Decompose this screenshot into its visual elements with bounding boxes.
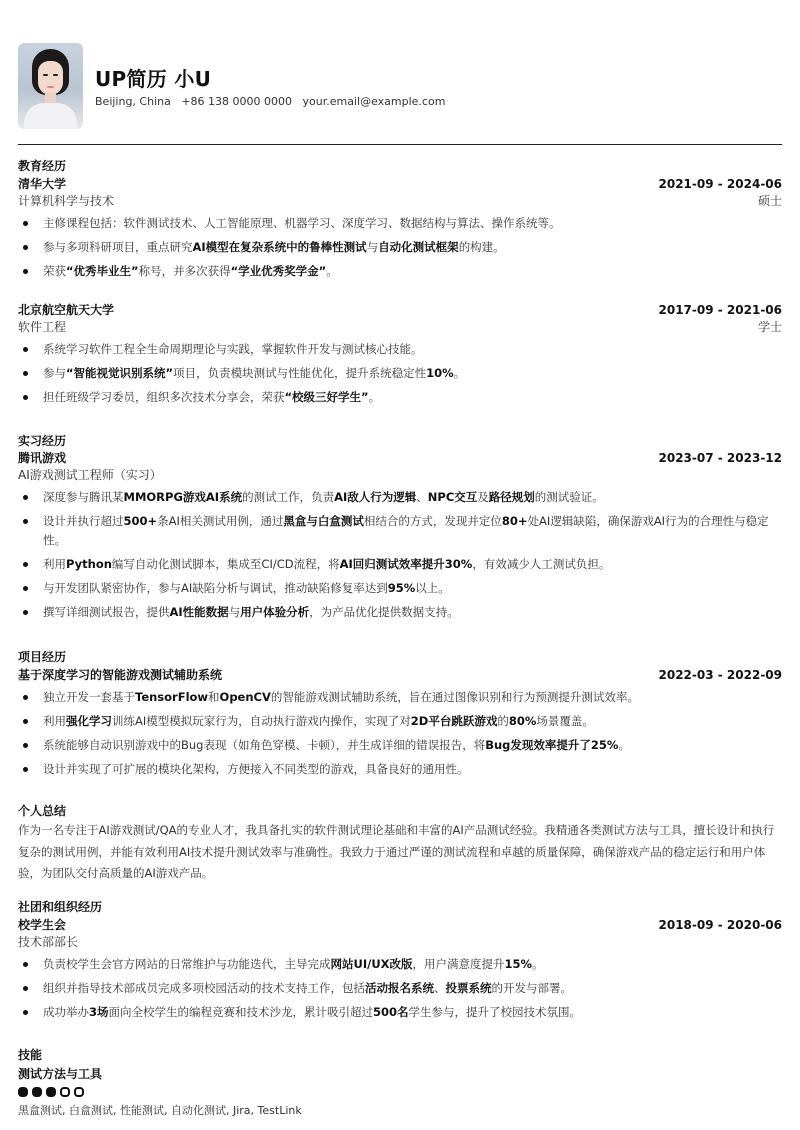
date-range: 2022-03 - 2022-09 xyxy=(658,668,782,682)
bullet-item: 系统学习软件工程全生命周期理论与实践，掌握软件开发与测试核心技能。 xyxy=(18,340,782,359)
bullet-item: 撰写详细测试报告，提供AI性能数据与用户体验分析，为产品优化提供数据支持。 xyxy=(18,603,782,622)
bullet-item: 独立开发一套基于TensorFlow和OpenCV的智能游戏测试辅助系统，旨在通过图像识别和行为预测提升测试效率。 xyxy=(18,688,782,707)
summary-text: 作为一名专注于AI游戏测试/QA的专业人才，我具备扎实的软件测试理论基础和丰富的AI产品测试经验。我精通各类测试方法与工具，擅长设计和执行复杂的测试用例，并能有效利用AI技术提升测试效率与准确性。我致力于通过严谨的测试流程和卓越的质量保障，确保游戏产品的稳定运行和用户体验，为团队交付高质量的AI游戏产品。 xyxy=(18,823,775,880)
candidate-name: UP简历 小U xyxy=(95,67,212,91)
major: 计算机科学与技术 xyxy=(18,194,115,208)
highlight-text: 500+ xyxy=(123,514,158,528)
highlight-text: 3场 xyxy=(89,1005,109,1019)
highlight-text: OpenCV xyxy=(219,690,271,704)
highlight-text: Python xyxy=(66,557,112,571)
section-title-activities: 社团和组织经历 xyxy=(18,900,103,914)
highlight-text: 黑盒与白盒测试 xyxy=(283,514,364,528)
activity-entry-1 xyxy=(18,917,782,1027)
highlight-text: 活动报名系统 xyxy=(365,981,434,995)
highlight-text: “校级三好学生” xyxy=(284,390,369,404)
degree: 学士 xyxy=(757,320,782,334)
job-role: AI游戏测试工程师（实习） xyxy=(18,468,162,482)
highlight-text: 自动化测试框架 xyxy=(378,240,459,254)
bullet-item: 与开发团队紧密协作，参与AI缺陷分析与调试，推动缺陷修复率达到95%以上。 xyxy=(18,579,782,598)
degree: 硕士 xyxy=(757,194,782,208)
photo-eye-shape xyxy=(53,74,58,76)
bullet-item: 利用强化学习训练AI模型模拟玩家行为，自动执行游戏内操作，实现了对2D平台跳跃游戏的80%场景覆盖。 xyxy=(18,712,782,731)
school-name: 清华大学 xyxy=(18,177,67,191)
education-section xyxy=(18,158,782,174)
skill-rating xyxy=(18,1087,782,1097)
highlight-text: 投票系统 xyxy=(445,981,492,995)
bullet-list xyxy=(18,688,782,779)
photo-face-shape xyxy=(38,61,63,95)
bullet-item: 组织并指导技术部成员完成多项校园活动的技术支持工作，包括活动报名系统、投票系统的开发与部署。 xyxy=(18,979,782,998)
skills-section xyxy=(18,1047,782,1118)
highlight-text: 网站UI/UX改版 xyxy=(330,957,413,971)
date-range: 2021-09 - 2024-06 xyxy=(658,177,782,191)
bullet-item: 设计并执行超过500+条AI相关测试用例，通过黑盒与白盒测试相结合的方式，发现并定位80+处AI逻辑缺陷，确保游戏AI行为的合理性与稳定性。 xyxy=(18,512,782,550)
internship-section xyxy=(18,433,782,449)
bullet-item: 设计并实现了可扩展的模块化架构，方便接入不同类型的游戏，具备良好的通用性。 xyxy=(18,760,782,779)
highlight-text: AI敌人行为逻辑 xyxy=(334,490,417,504)
highlight-text: “学业优秀奖学金” xyxy=(230,264,327,278)
position-title: 技术部部长 xyxy=(18,935,79,949)
bullet-item: 系统能够自动识别游戏中的Bug表现（如角色穿模、卡顿），并生成详细的错误报告，将Bug发现效率提升了25%。 xyxy=(18,736,782,755)
highlight-text: “优秀毕业生” xyxy=(66,264,139,278)
rating-dot-empty-icon xyxy=(60,1087,70,1097)
major: 软件工程 xyxy=(18,320,67,334)
section-title-projects: 项目经历 xyxy=(18,650,67,664)
bullet-list xyxy=(18,488,782,622)
highlight-text: TensorFlow xyxy=(135,690,209,704)
project-name: 基于深度学习的智能游戏测试辅助系统 xyxy=(18,668,223,682)
bullet-item: 利用Python编写自动化测试脚本，集成至CI/CD流程，将AI回归测试效率提升30%，有效减少人工测试负担。 xyxy=(18,555,782,574)
rating-dot-filled-icon xyxy=(18,1087,28,1097)
highlight-text: 15% xyxy=(504,957,533,971)
section-title-skills: 技能 xyxy=(18,1048,43,1062)
resume-header xyxy=(18,43,782,129)
company-name: 腾讯游戏 xyxy=(18,451,67,465)
bullet-item: 担任班级学习委员，组织多次技术分享会，荣获“校级三好学生”。 xyxy=(18,388,782,407)
highlight-text: 路径规划 xyxy=(488,490,535,504)
bullet-item: 荣获“优秀毕业生”称号，并多次获得“学业优秀奖学金”。 xyxy=(18,262,782,281)
organization-name: 校学生会 xyxy=(18,918,67,932)
highlight-text: 95% xyxy=(387,581,416,595)
rating-dot-filled-icon xyxy=(32,1087,42,1097)
activities-section xyxy=(18,899,782,915)
date-range: 2018-09 - 2020-06 xyxy=(658,918,782,932)
highlight-text: MMORPG游戏AI系统 xyxy=(123,490,243,504)
date-range: 2017-09 - 2021-06 xyxy=(658,303,782,317)
section-title-internship: 实习经历 xyxy=(18,434,67,448)
highlight-text: “智能视觉识别系统” xyxy=(66,366,174,380)
highlight-text: 用户体验分析 xyxy=(240,605,310,619)
section-title-summary: 个人总结 xyxy=(18,804,67,818)
education-entry-2 xyxy=(18,302,782,412)
highlight-text: 80+ xyxy=(501,514,528,528)
highlight-text: Bug发现效率提升了25% xyxy=(485,738,619,752)
photo-mouth-shape xyxy=(47,86,54,88)
rating-dot-filled-icon xyxy=(46,1087,56,1097)
rating-dot-empty-icon xyxy=(74,1087,84,1097)
bullet-item: 参与多项科研项目，重点研究AI模型在复杂系统中的鲁棒性测试与自动化测试框架的构建。 xyxy=(18,238,782,257)
photo-coat-shape xyxy=(24,103,77,129)
projects-section xyxy=(18,649,782,665)
section-title-education: 教育经历 xyxy=(18,159,67,173)
bullet-list xyxy=(18,340,782,407)
education-entry-1 xyxy=(18,176,782,286)
summary-section xyxy=(18,803,782,885)
highlight-text: 2D平台跳跃游戏 xyxy=(410,714,498,728)
header-divider xyxy=(18,144,782,145)
bullet-item: 深度参与腾讯某MMORPG游戏AI系统的测试工作，负责AI敌人行为逻辑、NPC交互及路径规划的测试验证。 xyxy=(18,488,782,507)
skill-list: 黑盒测试, 白盒测试, 性能测试, 自动化测试, Jira, TestLink xyxy=(18,1104,302,1117)
highlight-text: 强化学习 xyxy=(66,714,112,728)
highlight-text: 80% xyxy=(508,714,537,728)
highlight-text: NPC交互 xyxy=(427,490,478,504)
contact-info: Beijing, China +86 138 0000 0000 your.email@example.com xyxy=(95,95,446,108)
highlight-text: 10% xyxy=(426,366,454,380)
bullet-item: 成功举办3场面向全校学生的编程竞赛和技术沙龙，累计吸引超过500名学生参与，提升了校园技术氛围。 xyxy=(18,1003,782,1022)
skill-category: 测试方法与工具 xyxy=(18,1067,103,1081)
photo-eye-shape xyxy=(43,74,48,76)
bullet-list xyxy=(18,955,782,1022)
highlight-text: 500名 xyxy=(373,1005,409,1019)
bullet-item: 主修课程包括：软件测试技术、人工智能原理、机器学习、深度学习、数据结构与算法、操作系统等。 xyxy=(18,214,782,233)
highlight-text: AI性能数据 xyxy=(169,605,229,619)
bullet-item: 参与“智能视觉识别系统”项目，负责模块测试与性能优化，提升系统稳定性10%。 xyxy=(18,364,782,383)
project-entry-1 xyxy=(18,667,782,784)
profile-photo xyxy=(18,43,83,129)
highlight-text: AI模型在复杂系统中的鲁棒性测试 xyxy=(192,240,367,254)
highlight-text: AI回归测试效率提升30% xyxy=(339,557,473,571)
bullet-item: 负责校学生会官方网站的日常维护与功能迭代，主导完成网站UI/UX改版，用户满意度提升15%。 xyxy=(18,955,782,974)
date-range: 2023-07 - 2023-12 xyxy=(658,451,782,465)
bullet-list xyxy=(18,214,782,281)
internship-entry-1 xyxy=(18,450,782,627)
school-name: 北京航空航天大学 xyxy=(18,303,115,317)
